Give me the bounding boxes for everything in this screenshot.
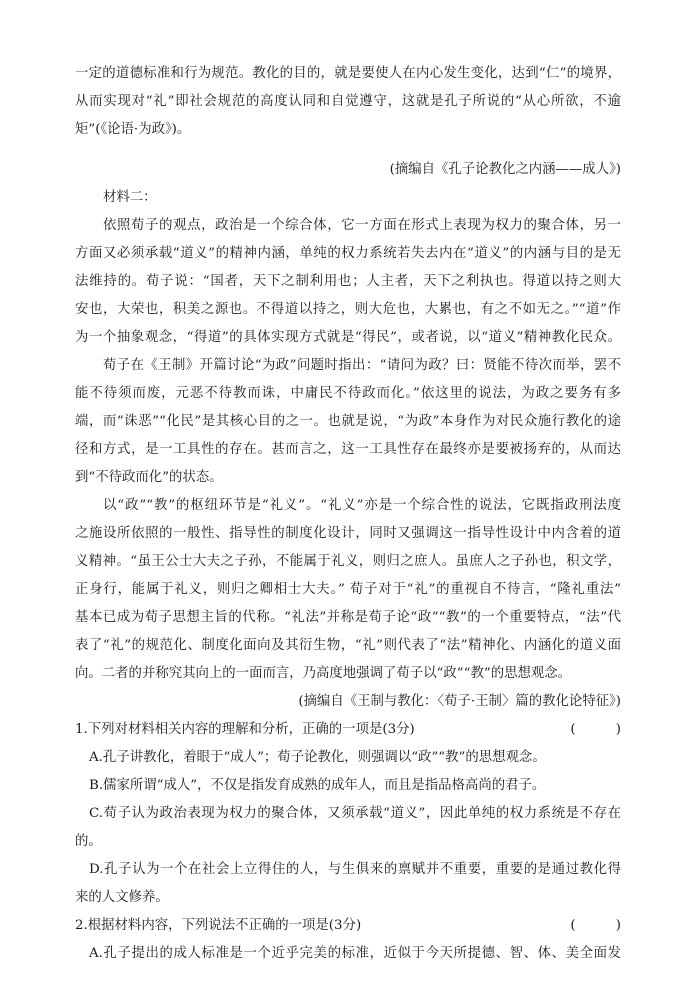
answer-bracket: ( )	[570, 722, 621, 737]
text-line: 向。二者的并称究其向上的一面而言，乃高度地强调了荀子以“政”“教”的思想观念。	[75, 666, 572, 681]
option-b: B.儒家所谓“成人”，不仅是指发育成熟的成年人，而且是指品格高尚的君子。	[89, 778, 546, 793]
text-line: 一定的道德标准和行为规范。教化的目的，就是要使人在内心发生变化，达到“仁”的境界，	[75, 66, 621, 81]
question-1	[75, 716, 621, 744]
option-a: A.孔子提出的成人标准是一个近乎完美的标准，近似于今天所提德、智、体、美全面发	[89, 946, 621, 961]
option-a: A.孔子讲教化，着眼于“成人”；荀子论教化，则强调以“政”“教”的思想观念。	[89, 750, 546, 765]
text-line: 能不待须而废，元恶不待教而诛，中庸民不待政而化。”依这里的说法，为政之要务有多	[75, 386, 621, 401]
text-line: 荀子在《王制》开篇讨论“为政”问题时指出：“请问为政？曰：贤能不待次而举，罢不	[103, 358, 621, 373]
text-line: 正身行，能属于礼义，则归之卿相士大夫。” 荀子对于“礼”的重视自不待言，“隆礼重法”	[75, 582, 621, 597]
option-d: D.孔子认为一个在社会上立得住的人，与生俱来的禀赋并不重要，重要的是通过教化得	[89, 862, 621, 877]
text-line: 义精神。“虽王公士大夫之子孙，不能属于礼义，则归之庶人。虽庶人之子孙也，积文学，	[75, 554, 621, 569]
text-line: 方面又必须承载“道义”的精神内涵，单纯的权力系统若失去内在“道义”的内涵与目的是无	[75, 246, 621, 261]
text-line: 端，而“诛恶”“化民”是其核心目的之一。也就是说，“为政”本身作为对民众施行教化的途	[75, 414, 621, 429]
text-line: 从而实现对“礼”即社会规范的高度认同和自觉遵守，这就是孔子所说的“从心所欲，不逾	[75, 94, 621, 109]
text-line: 依照荀子的观点，政治是一个综合体，它一方面在形式上表现为权力的聚合体，另一	[103, 218, 621, 233]
text-line: 矩”(《论语·为政》)。	[75, 122, 191, 137]
question-1-stem: 1.下列对材料相关内容的理解和分析，正确的一项是(3分)	[75, 722, 415, 737]
option-d-cont: 来的人文修养。	[75, 890, 169, 905]
text-line: 为一个抽象观念，“得道”的具体实现方式就是“得民”，或者说，以“道义”精神教化民众。	[75, 330, 621, 345]
text-line: 之施设所依照的一般性、指导性的制度化设计，同时又强调这一指导性设计中内含着的道	[75, 526, 621, 541]
question-2	[75, 912, 621, 940]
text-line: 安也，大荣也，积美之源也。不得道以持之，则大危也，大累也，有之不如无之。”“道”作	[75, 302, 621, 317]
text-line: 法维持的。荀子说：“国者，天下之制利用也；人主者，天下之利执也。得道以持之则大	[75, 274, 621, 289]
source-citation: (摘编自《王制与教化：〈荀子·王制〉篇的教化论特征》)	[298, 694, 621, 709]
text-line: 径和方式，是一工具性的存在。甚而言之，这一工具性存在最终亦是要被扬弃的，从而达	[75, 442, 621, 457]
answer-bracket: ( )	[570, 918, 621, 933]
text-line: 表了“礼”的规范化、制度化面向及其衍生物，“礼”则代表了“法”精神化、内涵化的道义面	[75, 638, 621, 653]
text-line: 到“不待政而化”的状态。	[75, 470, 223, 485]
option-c: C.荀子认为政治表现为权力的聚合体，又须承载“道义”，因此单纯的权力系统是不存在	[89, 806, 621, 821]
question-2-stem: 2.根据材料内容，下列说法不正确的一项是(3分)	[75, 918, 362, 933]
source-citation: (摘编自《孔子论教化之内涵——成人》)	[389, 162, 621, 177]
option-c-cont: 的。	[75, 834, 102, 849]
text-line: 以“政”“教”的枢纽环节是“礼义”。“礼义”亦是一个综合性的说法，它既指政刑法度	[103, 498, 621, 513]
text-line: 基本已成为荀子思想主旨的代称。“礼法”并称是荀子论“政”“教”的一个重要特点，“法”代	[75, 610, 621, 625]
section-heading: 材料二：	[103, 190, 157, 205]
